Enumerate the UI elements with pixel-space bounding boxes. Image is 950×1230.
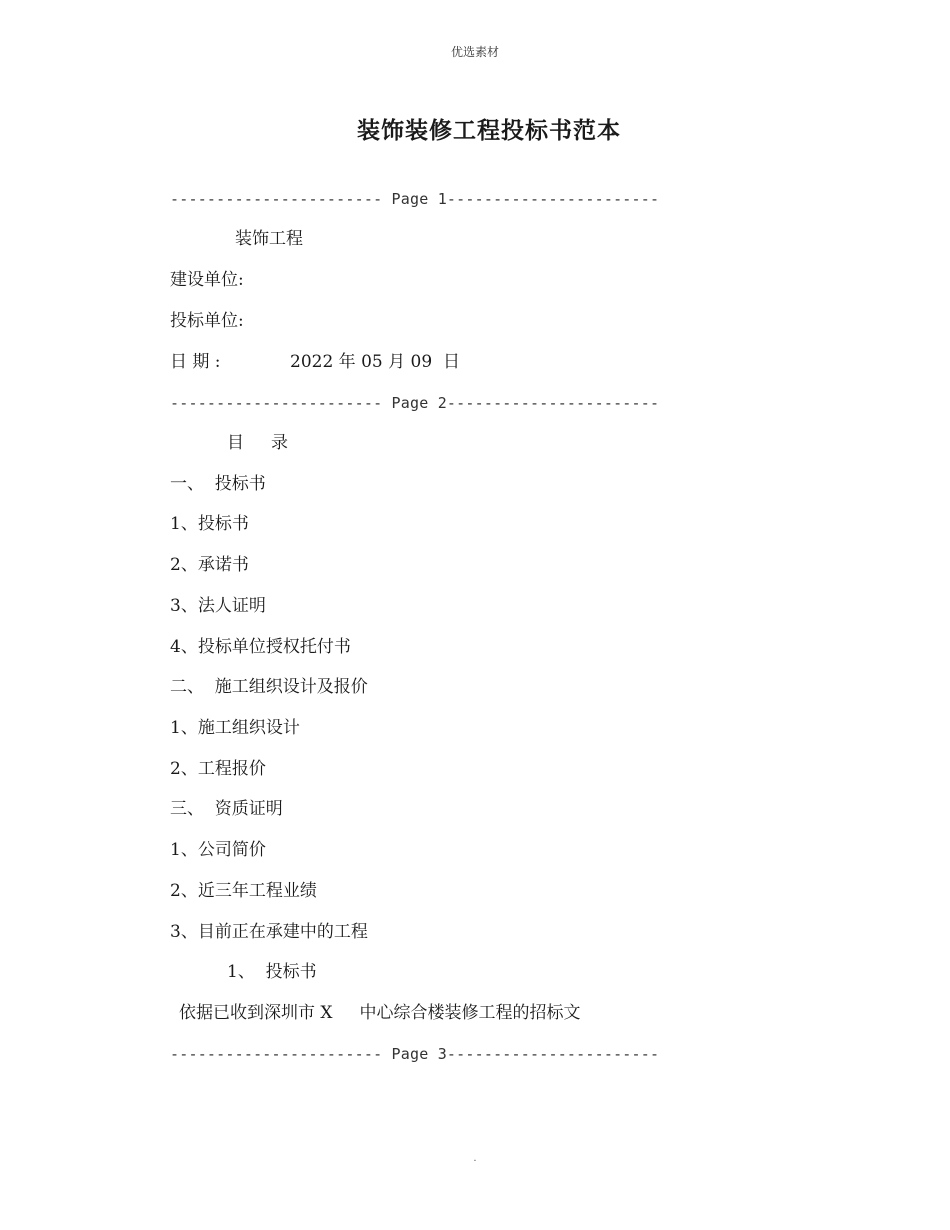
bidder-label: 投标单位:: [170, 311, 244, 331]
toc-item: 1、公司简价: [170, 840, 266, 860]
toc-item: 4、投标单位授权托付书: [170, 637, 351, 657]
toc-item: 2、承诺书: [170, 555, 249, 575]
toc-item: 3、目前正在承建中的工程: [170, 922, 368, 942]
date-label: 日 期 :: [170, 352, 221, 372]
toc-item: 3、法人证明: [170, 596, 266, 616]
footer-mark: .: [473, 1153, 477, 1164]
header-note: 优选素材: [450, 45, 499, 59]
page-separator-2: ----------------------- Page 2-----------------------: [170, 394, 660, 412]
toc-heading: 目 录: [227, 433, 289, 453]
toc-item: 2、近三年工程业绩: [170, 881, 317, 901]
toc-item: 三、 资质证明: [170, 799, 283, 819]
toc-item: 二、 施工组织设计及报价: [170, 677, 368, 697]
document-title: 装饰装修工程投标书范本: [357, 118, 621, 144]
toc-item: 1、投标书: [170, 514, 249, 534]
page-separator-1: ----------------------- Page 1-----------------------: [170, 190, 660, 208]
section-body: 依据已收到深圳市 X 中心综合楼装修工程的招标文: [179, 1003, 581, 1023]
toc-item: 2、工程报价: [170, 759, 266, 779]
cover-project: 装饰工程: [235, 229, 303, 249]
section-heading: 1、 投标书: [227, 962, 317, 982]
builder-label: 建设单位:: [170, 270, 244, 290]
page-separator-3: ----------------------- Page 3-----------------------: [170, 1045, 660, 1063]
toc-item: 一、 投标书: [170, 474, 266, 494]
toc-item: 1、施工组织设计: [170, 718, 300, 738]
date-value: 2022 年 05 月 09 日: [290, 352, 460, 372]
